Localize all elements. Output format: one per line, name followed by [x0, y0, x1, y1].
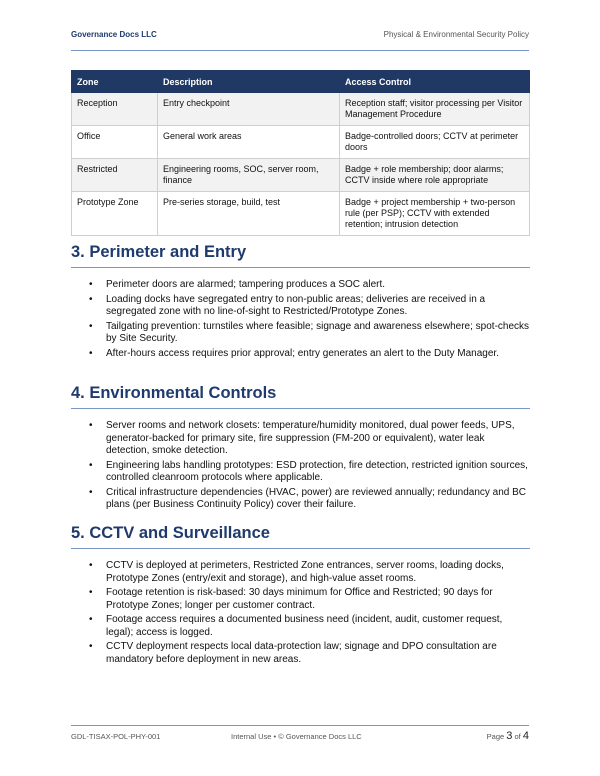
of-label: of — [514, 732, 521, 741]
table-cell: Reception staff; visitor processing per Visitor Management Procedure — [340, 93, 530, 126]
list-item-text: Footage retention is risk-based: 30 days minimum for Office and Restricted; 90 days for Prototype Zones; longer per customer contract. — [106, 587, 493, 611]
table-cell: Pre-series storage, build, test — [158, 192, 340, 236]
table-cell: Office — [72, 126, 158, 159]
table-cell: Badge-controlled doors; CCTV at perimeter doors — [340, 126, 530, 159]
table-cell: Prototype Zone — [72, 192, 158, 236]
table-cell: General work areas — [158, 126, 340, 159]
company-name: Governance Docs LLC — [71, 30, 157, 39]
bullet-icon: • — [89, 614, 93, 625]
table-cell: Entry checkpoint — [158, 93, 340, 126]
total-pages: 4 — [522, 730, 529, 742]
section-cctv-and-surveillance — [71, 524, 530, 668]
zone-table — [71, 70, 530, 236]
column-header-description: Description — [158, 71, 340, 93]
table-cell: Reception — [72, 93, 158, 126]
bullet-list — [71, 420, 530, 512]
list-item — [71, 641, 530, 666]
section-environmental-controls — [71, 384, 530, 514]
page-number — [487, 730, 529, 742]
list-item — [71, 460, 530, 485]
bullet-icon: • — [89, 459, 93, 471]
bullet-list — [71, 279, 530, 360]
current-page: 3 — [506, 730, 513, 742]
list-item — [71, 321, 530, 346]
list-item-text: Tailgating prevention: turnstiles where feasible; signage and awareness elsewhere; spot-checks by Site Security. — [106, 320, 530, 344]
table-header-row — [72, 71, 530, 93]
list-item-text: Critical infrastructure dependencies (HVAC, power) are reviewed annually; redundancy and BC plans (per Business Continuity Policy) cover their failure. — [106, 486, 527, 510]
bullet-list — [71, 560, 530, 666]
bullet-icon: • — [89, 420, 93, 431]
table-row — [72, 192, 530, 236]
list-item-text: Server rooms and network closets: temperature/humidity monitored, dual power feeds, UPS, generator-backed for primary site, fire suppression (FM-200 or equivalent), water leak detection, smoke detection. — [106, 420, 515, 456]
list-item — [71, 587, 530, 612]
page-footer — [71, 725, 529, 746]
table-row — [72, 126, 530, 159]
section-heading: 3. Perimeter and Entry — [71, 243, 530, 268]
list-item-text: Engineering labs handling prototypes: ESD protection, fire detection, restricted ignition sources, controlled cleanroom protocols where applicable. — [106, 459, 528, 483]
list-item — [71, 348, 530, 361]
section-heading: 5. CCTV and Surveillance — [71, 524, 530, 549]
document-id: GDL-TISAX-POL-PHY-001 — [71, 732, 161, 741]
table-cell: Engineering rooms, SOC, server room, finance — [158, 159, 340, 192]
list-item — [71, 420, 530, 458]
bullet-icon: • — [89, 587, 93, 598]
list-item-text: CCTV deployment respects local data-protection law; signage and DPO consultation are mandatory before deployment in new areas. — [106, 641, 497, 665]
table-cell: Restricted — [72, 159, 158, 192]
section-heading: 4. Environmental Controls — [71, 384, 530, 409]
document-title: Physical & Environmental Security Policy — [383, 30, 529, 39]
column-header-zone: Zone — [72, 71, 158, 93]
table-cell: Badge + role membership; door alarms; CCTV inside where role appropriate — [340, 159, 530, 192]
list-item-text: Footage access requires a documented business need (incident, audit, customer request, legal); access is logged. — [106, 614, 503, 638]
bullet-icon: • — [89, 486, 93, 498]
list-item-text: Loading docks have segregated entry to non-public areas; deliveries are received in a segregated zone with no line-of-sight to Restricted/Prototype Zones. — [106, 293, 486, 317]
bullet-icon: • — [89, 320, 93, 332]
list-item — [71, 279, 530, 292]
table-row — [72, 159, 530, 192]
bullet-icon: • — [89, 641, 93, 652]
list-item-text: After-hours access requires prior approval; entry generates an alert to the Duty Manager. — [106, 347, 499, 359]
list-item — [71, 487, 530, 512]
page-label: Page — [486, 732, 505, 741]
column-header-access-control: Access Control — [340, 71, 530, 93]
list-item — [71, 294, 530, 319]
list-item-text: CCTV is deployed at perimeters, Restricted Zone entrances, server rooms, loading docks, Prototype Zones (entry/exit and storage), and high-value asset rooms. — [106, 560, 504, 584]
list-item — [71, 560, 530, 585]
list-item-text: Perimeter doors are alarmed; tampering produces a SOC alert. — [106, 279, 386, 290]
bullet-icon: • — [89, 560, 93, 571]
table-row — [72, 93, 530, 126]
page-header — [71, 30, 529, 51]
classification-label: Internal Use • © Governance Docs LLC — [231, 732, 362, 741]
section-perimeter-and-entry — [71, 243, 530, 362]
bullet-icon: • — [89, 279, 93, 290]
bullet-icon: • — [89, 293, 93, 305]
table-cell: Badge + project membership + two-person rule (per PSP); CCTV with extended retention; intrusion detection — [340, 192, 530, 236]
list-item — [71, 614, 530, 639]
bullet-icon: • — [89, 347, 93, 359]
